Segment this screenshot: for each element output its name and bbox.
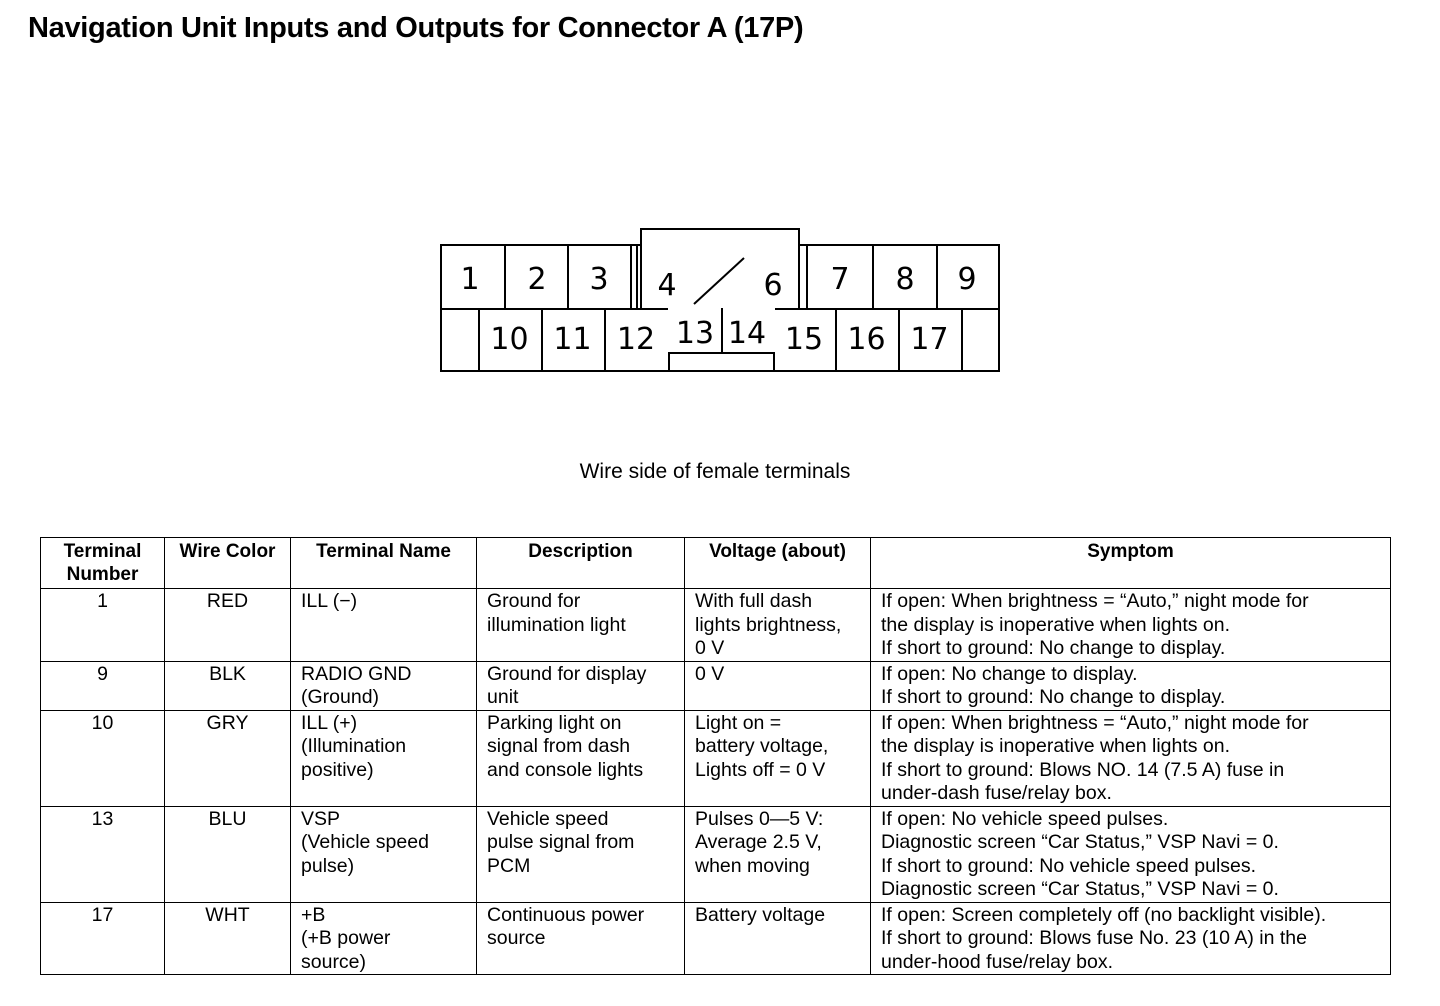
cell-symptom — [871, 710, 1391, 806]
cell-description-line: signal from dash — [487, 735, 631, 757]
cell-symptom-line: If open: When brightness = “Auto,” night mode for — [881, 711, 1309, 734]
table-header-row — [41, 538, 1391, 589]
pin-label: 10 — [490, 322, 529, 357]
header-wire-color: Wire Color — [165, 538, 291, 589]
cell-symptom — [871, 589, 1391, 662]
top-separator — [636, 244, 638, 308]
cell-wire-color: WHT — [165, 902, 291, 975]
pin-label: 14 — [727, 316, 767, 351]
cell-voltage-line: Battery voltage — [695, 903, 826, 926]
cell-terminal-name — [291, 902, 477, 975]
connector-diagram — [440, 228, 1002, 373]
table-row — [41, 710, 1391, 806]
cell-description — [477, 806, 685, 902]
cell-symptom — [871, 806, 1391, 902]
cell-terminal-number: 1 — [41, 589, 165, 662]
cell-voltage — [685, 589, 871, 662]
connector-caption — [0, 460, 1440, 484]
cell-terminal-name — [291, 710, 477, 806]
cell-symptom — [871, 661, 1391, 710]
header-text: Terminal Number — [63, 541, 142, 585]
cell-wire-color: BLK — [165, 661, 291, 710]
cell-description — [477, 589, 685, 662]
cell-terminal-name — [291, 806, 477, 902]
cell-voltage-line: 0 V — [695, 662, 725, 685]
pin-label: 13 — [675, 316, 715, 351]
cell-voltage-line: lights brightness, — [695, 613, 842, 636]
cell-symptom-line: If short to ground: No change to display. — [881, 686, 1226, 708]
page-title: Navigation Unit Inputs and Outputs for Connector A (17P) — [28, 12, 804, 44]
cell-description-line: Ground for display — [487, 662, 647, 685]
cell-description-line: pulse signal from — [487, 831, 635, 853]
cell-symptom-line: If short to ground: Blows NO. 14 (7.5 A) fuse in — [881, 758, 1285, 781]
table-row — [41, 806, 1391, 902]
cell-symptom-line: If short to ground: Blows fuse No. 23 (10 A) in the — [881, 927, 1307, 949]
cell-symptom-line: If open: When brightness = “Auto,” night mode for — [881, 590, 1309, 612]
cell-terminal-name-line: +B — [301, 903, 326, 926]
header-description: Description — [477, 538, 685, 589]
cell-voltage-line: Average 2.5 V, — [695, 831, 822, 853]
cell-description-line: unit — [487, 686, 519, 708]
cell-symptom — [871, 902, 1391, 975]
cell-voltage — [685, 902, 871, 975]
pin-label: 2 — [527, 262, 547, 297]
cell-terminal-number: 13 — [41, 806, 165, 902]
cell-terminal-number: 9 — [41, 661, 165, 710]
table-row — [41, 902, 1391, 975]
cell-voltage — [685, 806, 871, 902]
cell-terminal-number: 17 — [41, 902, 165, 975]
cell-terminal-name — [291, 589, 477, 662]
cell-description-line: Ground for — [487, 590, 581, 612]
bottom-separator — [961, 308, 963, 372]
cell-terminal-name-line: RADIO GND — [301, 662, 412, 685]
cell-symptom-line: the display is inoperative when lights on. — [881, 613, 1231, 636]
cell-terminal-name-line: (Vehicle speed — [301, 831, 429, 853]
caption-text: Wire side of female terminals — [579, 460, 851, 483]
cell-terminal-name-line: (Illumination — [301, 735, 407, 757]
cell-description-line: PCM — [487, 854, 531, 877]
cell-symptom-line: the display is inoperative when lights on. — [881, 735, 1231, 757]
cell-description — [477, 710, 685, 806]
cell-terminal-name-line: VSP — [301, 807, 341, 830]
blank-pin-slash — [690, 256, 750, 306]
cell-wire-color: BLU — [165, 806, 291, 902]
cell-terminal-number: 10 — [41, 710, 165, 806]
pin-label: 9 — [957, 262, 977, 297]
cell-terminal-name-line: pulse) — [301, 854, 355, 877]
cell-description-line: Vehicle speed — [487, 807, 609, 830]
top-separator — [630, 244, 632, 308]
cell-terminal-name — [291, 661, 477, 710]
cell-description-line: and console lights — [487, 758, 644, 781]
cell-description — [477, 661, 685, 710]
cell-symptom-line: If open: No vehicle speed pulses. — [881, 807, 1169, 830]
header-symptom: Symptom — [871, 538, 1391, 589]
cell-symptom-line: If short to ground: No vehicle speed pulses. — [881, 854, 1257, 877]
cell-symptom-line: under-dash fuse/relay box. — [881, 782, 1112, 804]
cell-terminal-name-line: positive) — [301, 758, 374, 781]
io-table — [40, 537, 1391, 975]
header-terminal-name: Terminal Name — [291, 538, 477, 589]
cell-voltage-line: when moving — [695, 854, 810, 877]
pin-13-14-divider — [721, 308, 723, 354]
pin-label: 12 — [616, 322, 656, 357]
connector-latch — [640, 228, 800, 258]
cell-terminal-name-line: (Ground) — [301, 686, 380, 708]
header-voltage: Voltage (about) — [685, 538, 871, 589]
cell-voltage — [685, 661, 871, 710]
cell-symptom-line: under-hood fuse/relay box. — [881, 950, 1113, 973]
cell-description-line: illumination light — [487, 613, 626, 636]
cell-voltage-line: battery voltage, — [695, 735, 829, 757]
cell-voltage — [685, 710, 871, 806]
pin-label: 15 — [784, 322, 824, 357]
cell-terminal-name-line: (+B power — [301, 927, 391, 949]
cell-symptom-line: If short to ground: No change to display. — [881, 637, 1226, 659]
cell-symptom-line: Diagnostic screen “Car Status,” VSP Navi = 0. — [881, 878, 1279, 900]
cell-voltage-line: Lights off = 0 V — [695, 758, 826, 781]
pin-label: 3 — [589, 262, 609, 297]
cell-wire-color: GRY — [165, 710, 291, 806]
cell-description-line: source — [487, 927, 546, 949]
pin-label: 6 — [763, 268, 783, 303]
cell-terminal-name-line: ILL (+) — [301, 711, 358, 734]
pin-label: 11 — [553, 322, 592, 357]
cell-terminal-name-line: ILL (−) — [301, 590, 358, 612]
top-separator — [798, 244, 800, 308]
cell-voltage-line: 0 V — [695, 637, 725, 659]
table-row — [41, 589, 1391, 662]
pin-label: 1 — [460, 262, 480, 297]
cell-symptom-line: If open: Screen completely off (no backlight visible). — [881, 903, 1327, 926]
cell-voltage-line: With full dash — [695, 590, 813, 612]
cell-description-line: Continuous power — [487, 903, 645, 926]
pin-label: 8 — [895, 262, 915, 297]
pin-label: 16 — [847, 322, 886, 357]
cell-description — [477, 902, 685, 975]
cell-voltage-line: Light on = — [695, 711, 782, 734]
cell-voltage-line: Pulses 0—5 V: — [695, 807, 824, 830]
cell-terminal-name-line: source) — [301, 950, 367, 973]
pin-label: 17 — [910, 322, 949, 357]
header-terminal-number — [41, 538, 165, 589]
cell-symptom-line: If open: No change to display. — [881, 662, 1138, 685]
pin-label: 4 — [657, 268, 677, 303]
table-row — [41, 661, 1391, 710]
cell-symptom-line: Diagnostic screen “Car Status,” VSP Navi = 0. — [881, 831, 1279, 853]
table-body — [41, 589, 1391, 975]
cell-wire-color: RED — [165, 589, 291, 662]
cell-description-line: Parking light on — [487, 711, 622, 734]
pin-label: 7 — [830, 262, 850, 297]
